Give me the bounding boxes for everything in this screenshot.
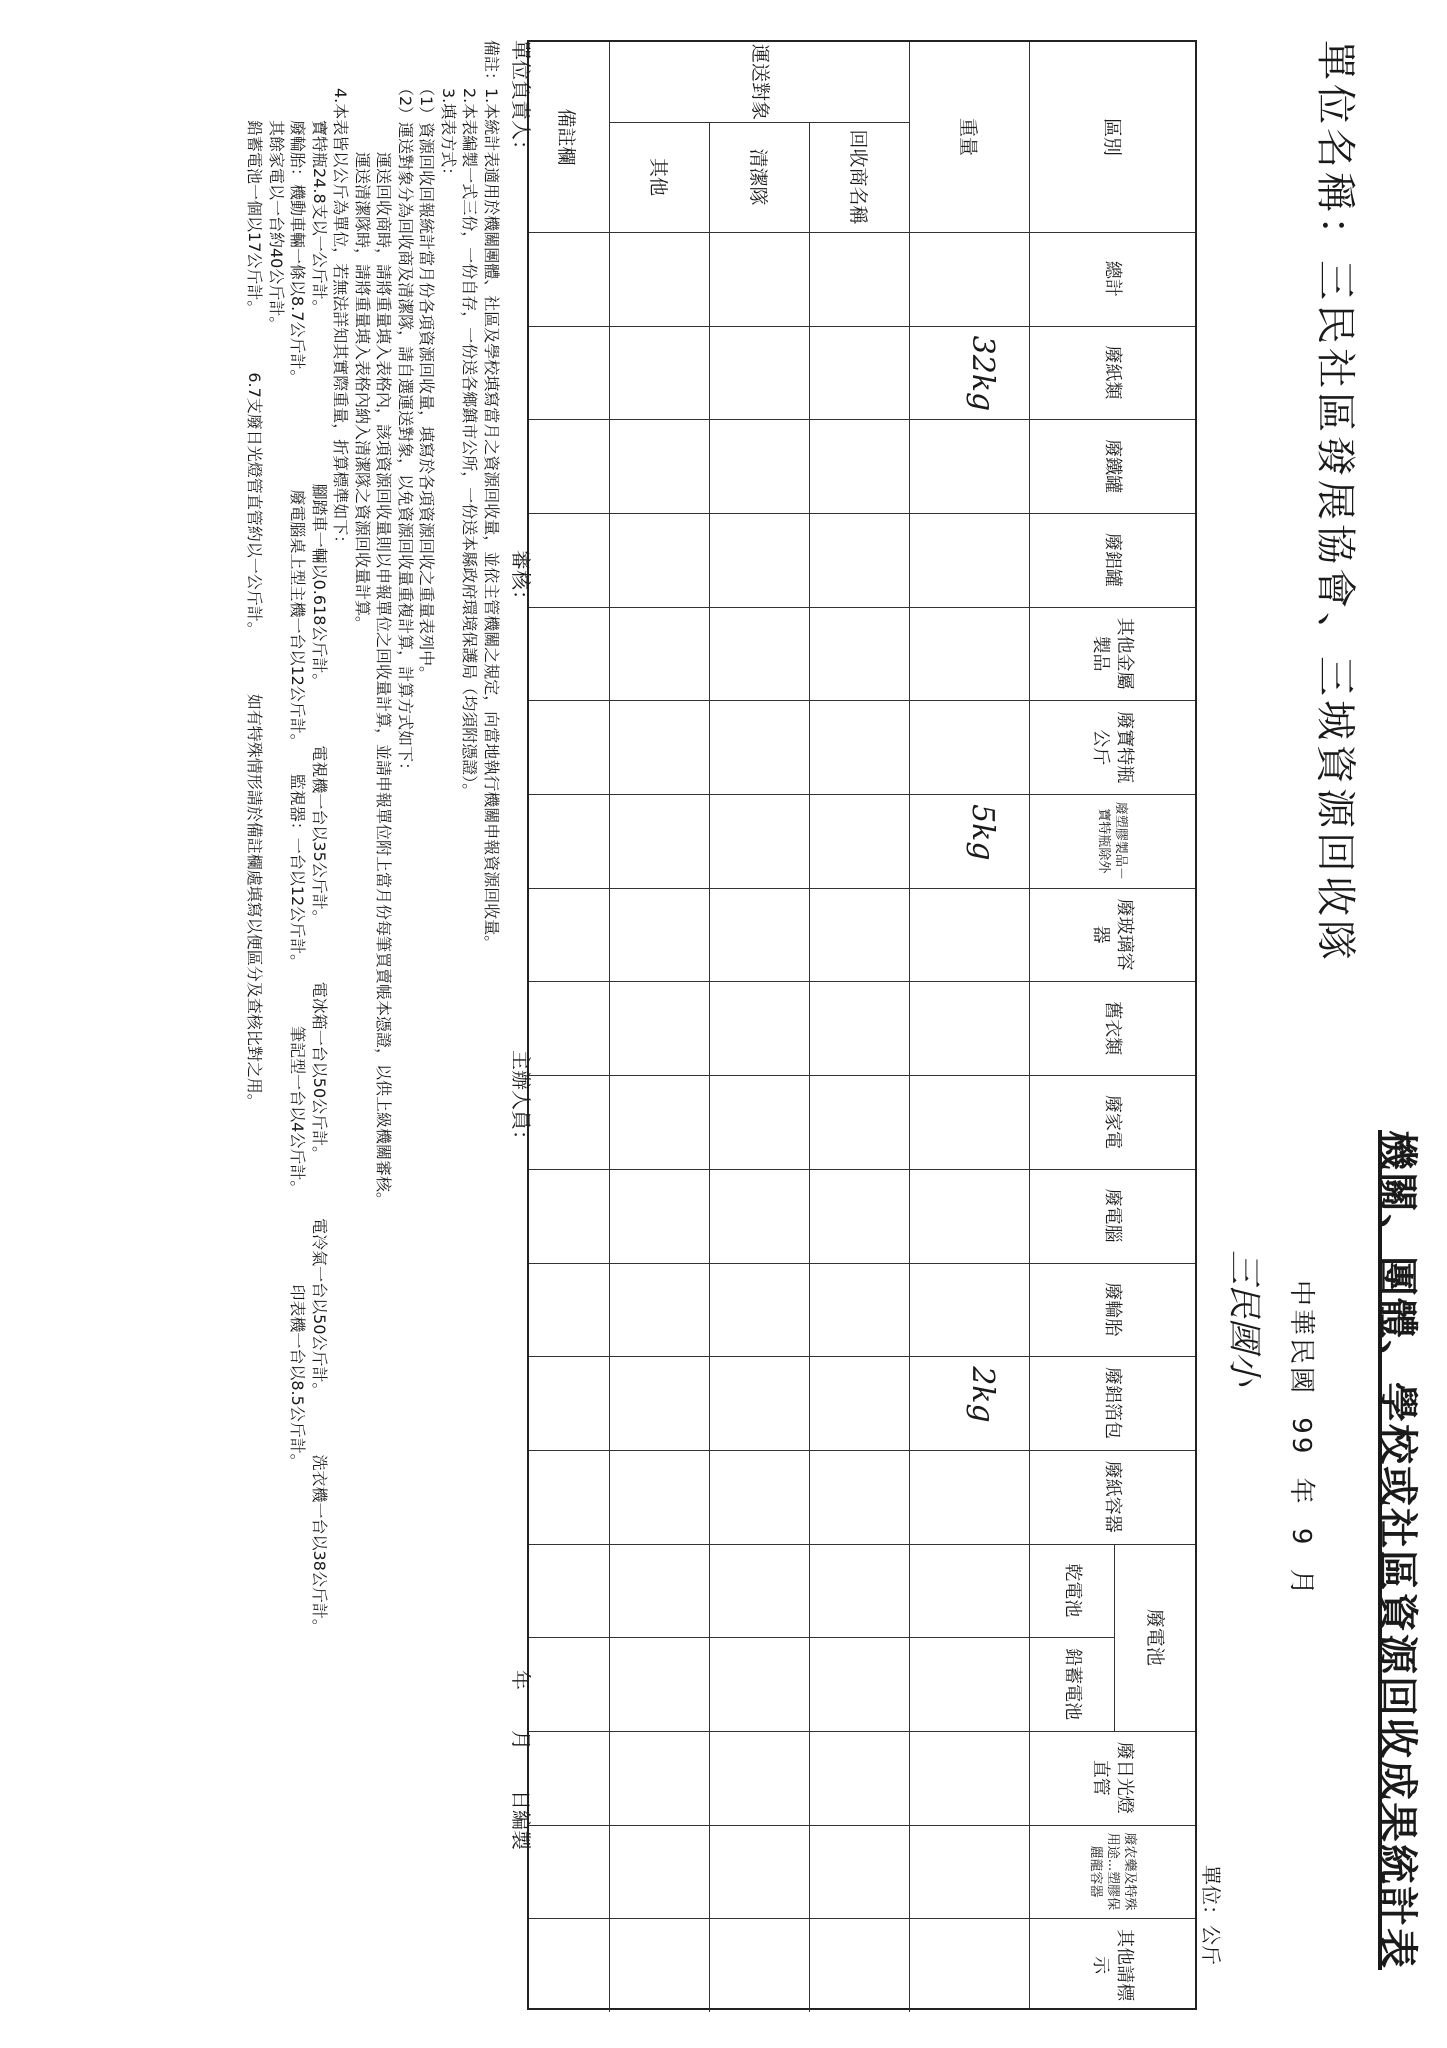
unit-label: 單位：公斤 (1199, 1865, 1223, 1965)
column-divider (529, 513, 1195, 514)
signature-row (507, 40, 537, 2000)
column-header: 廢輪胎 (1102, 1282, 1124, 1337)
column-divider (529, 1356, 1195, 1357)
column-divider (529, 1075, 1195, 1076)
note-line: 其餘家電以一台約40公斤計。 (267, 40, 286, 333)
column-divider (529, 1825, 1195, 1826)
column-divider (529, 888, 1195, 889)
column-header: 廢日光燈直管 (1090, 1741, 1136, 1814)
column-header: 其他金屬製品 (1090, 617, 1136, 690)
date-year-label: 年 (1286, 1477, 1316, 1507)
note-line: 2.本表編製一式三份，一份自存，一份送各鄉鎮市公所，一份送本縣政府環境保護局（均須附憑證）。 (460, 40, 480, 800)
row-divider (709, 122, 710, 2012)
note-line: 鉛蓄電池一個以17公斤計。 6.7支廢日光燈管直管約以一公斤計。 如有特殊情形請於備註欄處填寫以便區分及查核比對之用。 (245, 40, 265, 1110)
note-line: 備註：1.本統計表適用於機關團體、社區及學校填寫當月之資源回收量，並依主管機關之規定，向當地執行機關申報資源回收量。 (482, 40, 501, 952)
header-divider (1029, 42, 1030, 2008)
column-divider (529, 700, 1195, 701)
column-divider (529, 1544, 1195, 1545)
row-label: 清潔隊 (747, 148, 770, 206)
column-header: 總計 (1102, 260, 1124, 297)
corner-label: 區別 (1101, 117, 1124, 156)
row-label: 重量 (957, 117, 980, 156)
column-divider (529, 607, 1195, 608)
column-divider (529, 1263, 1195, 1264)
handwritten-weight: 32kg (965, 335, 1000, 412)
handwritten-district: 三民國小 (1224, 1250, 1264, 1386)
handwritten-weight: 5kg (965, 804, 1000, 861)
transport-group-label: 運送對象 (749, 43, 771, 120)
column-divider (529, 1637, 1195, 1638)
column-divider (529, 981, 1195, 982)
column-divider (529, 1450, 1195, 1451)
column-divider (529, 1169, 1195, 1170)
note-line: 運送清潔隊時，請將重量填入表格內納入清潔隊之資源回收量計算。 (353, 40, 372, 633)
column-header: 廢寶特瓶公斤 (1090, 711, 1136, 784)
column-divider (529, 419, 1195, 420)
column-header: 廢鋁箔包 (1102, 1367, 1124, 1440)
date-prefix: 中華民國 (1286, 1280, 1316, 1397)
row-label: 回收商名稱 (847, 129, 870, 225)
column-header: 廢鋁罐 (1102, 532, 1124, 587)
date-month-label: 月 (1286, 1568, 1316, 1598)
column-header: 鉛蓄電池 (1062, 1648, 1084, 1721)
label-column-divider (529, 232, 1195, 233)
column-divider (529, 1918, 1195, 1919)
column-header: 廢玻璃容器 (1090, 898, 1136, 971)
responsible-person-label: 單位負責人： (509, 40, 533, 160)
row-divider (609, 42, 610, 2012)
column-divider (529, 326, 1195, 327)
note-line: 4.本表皆以公斤為單位，若無法詳知其實際重量，折算標準如下： (331, 40, 351, 552)
column-header: 廢塑膠製品－寶特瓶除外 (1096, 801, 1129, 880)
note-line: 廢輪胎：機動車輛一條以8.7公斤計。 廢電腦桌上型主機一台以12公斤計。 監視器：一台以12公斤計。 筆記型一台以4公斤計。 印表機一台以8.5公斤計。 (288, 40, 308, 1470)
unit-name: 單位名稱：三民社區發展協會、三城資源回收隊 (1312, 40, 1358, 964)
handwritten-weight: 2kg (965, 1366, 1000, 1423)
note-line: 運送回收商時，請將重量填入表格內，該項資源回收量則以申報單位之回收量計算，並請申報單位附上當月份每筆買賣帳本憑證，以供上級機關審核。 (374, 40, 394, 1209)
report-date (1285, 1280, 1322, 1608)
date-year: 99 (1286, 1417, 1316, 1457)
column-header: 廢农藥及特殊用途...塑膠保麗龍容器 (1088, 1832, 1137, 1911)
column-header: 舊衣類 (1102, 1001, 1124, 1056)
column-header: 廢紙類 (1102, 345, 1124, 400)
date-month: 9 (1286, 1527, 1316, 1548)
note-line: （1）資源回收回報統計當月份各項資源回收量，填寫於各項資源回收之重量表列中。 (417, 40, 437, 683)
column-header: 其他請標示 (1090, 1929, 1136, 2002)
column-divider (529, 1731, 1195, 1732)
date-compiled-label: 年 月 日編製 (509, 1670, 533, 1850)
transport-group-divider (610, 122, 910, 123)
notes-section (244, 40, 502, 2000)
reviewer-label: 審核： (509, 550, 533, 610)
column-header: 乾電池 (1062, 1563, 1084, 1618)
column-header: 廢鐵罐 (1102, 439, 1124, 494)
note-line: （2）運送對象分為回收商及清潔隊，請自選運送對象，以免資源回收量重複計算，計算方式如下： (396, 40, 415, 779)
note-line: 寶特瓶24.8支以一公斤計。 腳踏車一輛以0.618公斤計。 電視機一台以35公斤計。 電冰箱一台以50公斤計。 電冷氣一台以50公斤計。 洗衣機一台以38公斤計。 (310, 40, 329, 1635)
column-divider (529, 794, 1195, 795)
handler-label: 主辦人員： (509, 1050, 533, 1150)
note-line: 3.填表方式： (439, 40, 458, 184)
row-divider (909, 42, 910, 2012)
row-label: 備註欄 (555, 108, 577, 166)
battery-group-label: 廢電池 (1144, 1608, 1166, 1666)
column-header: 廢紙容器 (1102, 1460, 1124, 1533)
recycling-form-table (527, 40, 1197, 2010)
row-label: 其他 (647, 157, 670, 196)
row-divider (809, 122, 810, 2012)
form-title: 機關、團體、學校或社區資源回收成果統計表 (1374, 1130, 1420, 1970)
column-header: 廢家電 (1102, 1094, 1124, 1149)
column-header: 廢電腦 (1102, 1188, 1124, 1243)
